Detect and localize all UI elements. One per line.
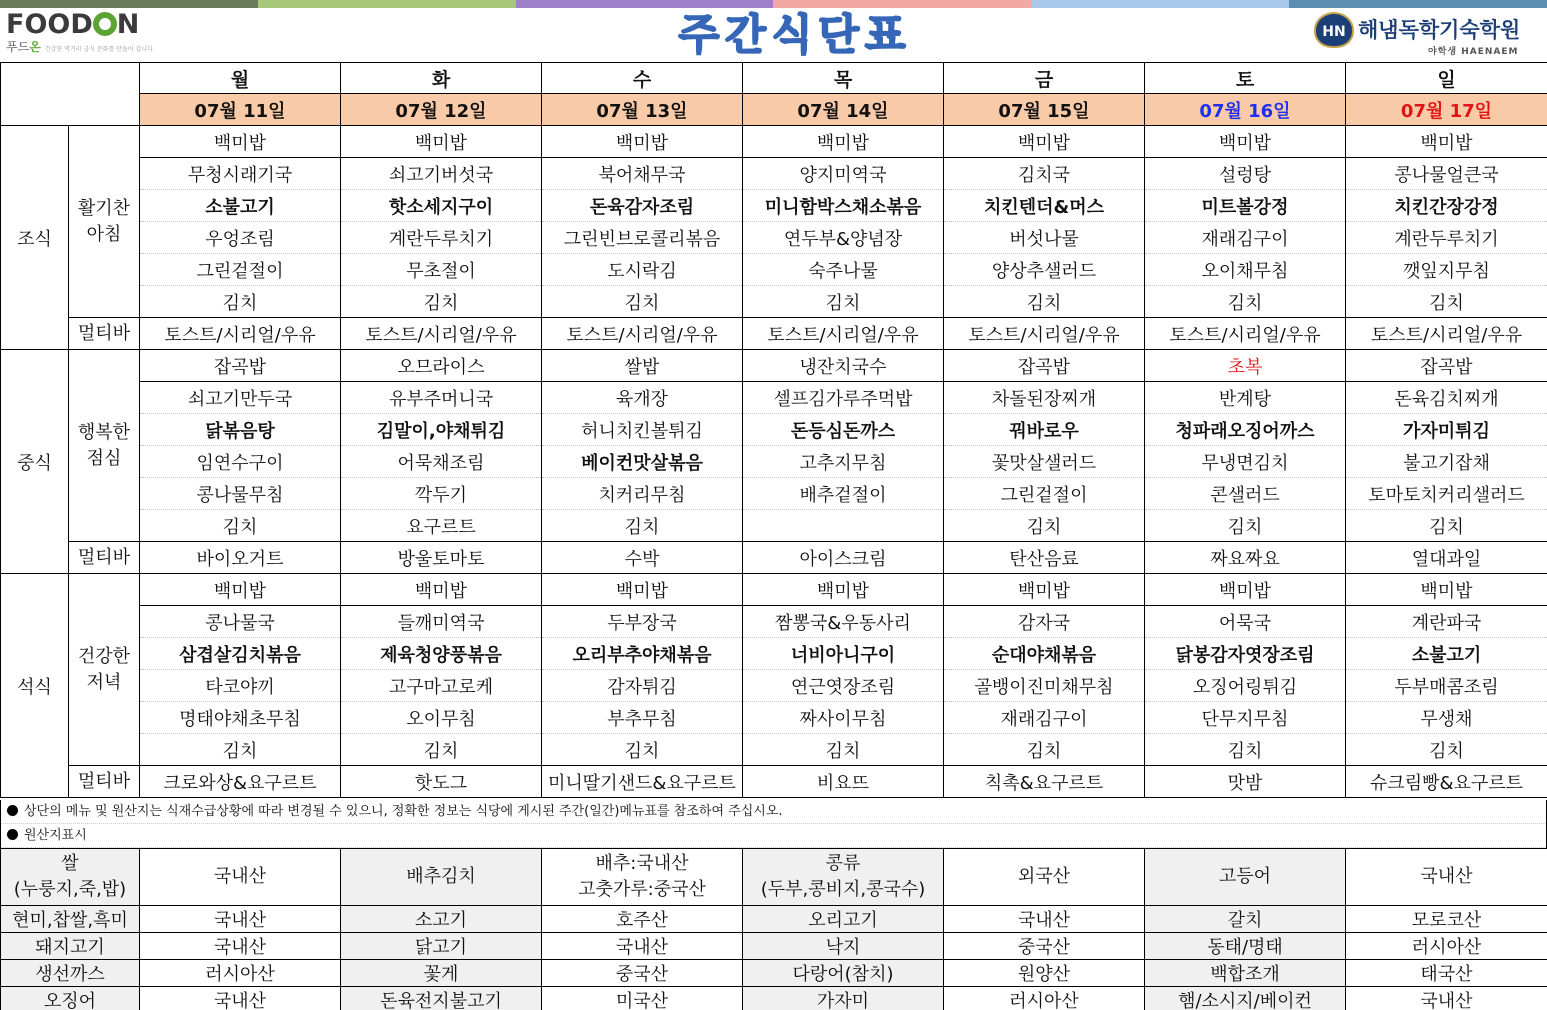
menu-item xyxy=(743,510,944,542)
menu-item: 토마토치커리샐러드 xyxy=(1346,478,1547,510)
origin-item: 다랑어(참치) xyxy=(743,960,944,987)
origin-country: 국내산 xyxy=(140,933,341,960)
menu-item: 무냉면김치 xyxy=(1145,446,1346,478)
origin-country: 국내산 xyxy=(1346,849,1547,906)
menu-item: 그린겉절이 xyxy=(140,254,341,286)
date-header: 07월 14일 xyxy=(743,94,944,126)
menu-item: 냉잔치국수 xyxy=(743,350,944,382)
notes-section xyxy=(0,800,1547,848)
dinner-menu-row xyxy=(1,702,1547,734)
notice-text: 상단의 메뉴 및 원산지는 식재수급상황에 따라 변경될 수 있으니, 정확한 정보는 식당에 게시된 주간(일간)메뉴표를 참조하여 주십시오. xyxy=(24,804,783,819)
origin-item: 돈육전지불고기 xyxy=(341,987,542,1010)
menu-item: 미트볼강정 xyxy=(1145,190,1346,222)
menu-item: 백미밥 xyxy=(743,574,944,606)
lunch-multibar-row xyxy=(1,542,1547,574)
multibar-item: 짜요짜요 xyxy=(1145,542,1346,574)
menu-item: 잡곡밥 xyxy=(140,350,341,382)
dinner-meal-label: 석식 xyxy=(1,574,69,798)
breakfast-menu-row xyxy=(1,254,1547,286)
menu-item: 백미밥 xyxy=(341,126,542,158)
menu-item: 닭볶음탕 xyxy=(140,414,341,446)
breakfast-menu-row xyxy=(1,190,1547,222)
menu-item: 설렁탕 xyxy=(1145,158,1346,190)
date-header: 07월 17일 xyxy=(1346,94,1547,126)
menu-item: 백미밥 xyxy=(1145,574,1346,606)
origin-country: 모로코산 xyxy=(1346,906,1547,933)
weekday-header: 금 xyxy=(944,63,1145,94)
menu-item: 무생채 xyxy=(1346,702,1547,734)
top-bar-segment xyxy=(0,0,258,8)
menu-item: 김치 xyxy=(1145,286,1346,318)
lunch-menu-row xyxy=(1,414,1547,446)
origin-item: 갈치 xyxy=(1145,906,1346,933)
origin-item: 배추김치 xyxy=(341,849,542,906)
menu-item: 미니함박스채소볶음 xyxy=(743,190,944,222)
dinner-multibar-label: 멀티바 xyxy=(69,766,140,798)
origin-country: 국내산 xyxy=(140,906,341,933)
origin-item: 동태/명태 xyxy=(1145,933,1346,960)
menu-item: 무초절이 xyxy=(341,254,542,286)
menu-item: 백미밥 xyxy=(1346,126,1547,158)
lunch-multibar-label: 멀티바 xyxy=(69,542,140,574)
menu-item: 북어채무국 xyxy=(542,158,743,190)
menu-item: 재래김구이 xyxy=(944,702,1145,734)
multibar-item: 수박 xyxy=(542,542,743,574)
menu-item: 콩나물무침 xyxy=(140,478,341,510)
menu-item: 오므라이스 xyxy=(341,350,542,382)
origin-item: 닭고기 xyxy=(341,933,542,960)
menu-item: 감자국 xyxy=(944,606,1145,638)
origin-country: 국내산 xyxy=(140,849,341,906)
menu-item: 돈육감자조림 xyxy=(542,190,743,222)
multibar-item: 아이스크림 xyxy=(743,542,944,574)
top-bar-segment xyxy=(258,0,516,8)
menu-item: 백미밥 xyxy=(140,574,341,606)
academy-badge-icon: HN xyxy=(1314,12,1354,48)
menu-item: 김치 xyxy=(542,286,743,318)
breakfast-menu-row xyxy=(1,126,1547,158)
menu-item: 오이채무침 xyxy=(1145,254,1346,286)
menu-item: 백미밥 xyxy=(542,126,743,158)
menu-item: 두부매콤조림 xyxy=(1346,670,1547,702)
origin-item: 백합조개 xyxy=(1145,960,1346,987)
menu-item: 김치 xyxy=(1346,286,1547,318)
menu-item: 김치 xyxy=(542,734,743,766)
multibar-item: 칙촉&요구르트 xyxy=(944,766,1145,798)
bullet-icon xyxy=(7,805,18,816)
dinner-menu-row xyxy=(1,574,1547,606)
menu-item: 그린빈브로콜리볶음 xyxy=(542,222,743,254)
origin-country: 국내산 xyxy=(542,933,743,960)
weekday-header: 토 xyxy=(1145,63,1346,94)
dinner-theme-label: 건강한 저녁 xyxy=(69,574,140,766)
origin-table xyxy=(0,848,1547,1010)
menu-item: 닭봉감자엿장조림 xyxy=(1145,638,1346,670)
menu-item: 유부주머니국 xyxy=(341,382,542,414)
menu-item: 꿔바로우 xyxy=(944,414,1145,446)
multibar-item: 토스트/시리얼/우유 xyxy=(1346,318,1547,350)
origin-country: 국내산 xyxy=(140,987,341,1010)
origin-country: 러시아산 xyxy=(1346,933,1547,960)
menu-item: 어묵채조림 xyxy=(341,446,542,478)
menu-item: 양지미역국 xyxy=(743,158,944,190)
menu-item: 연근엿장조림 xyxy=(743,670,944,702)
top-bar-segment xyxy=(1289,0,1547,8)
menu-item: 김치 xyxy=(743,286,944,318)
multibar-item: 핫도그 xyxy=(341,766,542,798)
logo-word-left: FOOD xyxy=(6,9,93,40)
menu-item: 제육청양풍볶음 xyxy=(341,638,542,670)
breakfast-menu-row xyxy=(1,222,1547,254)
menu-item: 오리부추야채볶음 xyxy=(542,638,743,670)
menu-item: 삼겹살김치볶음 xyxy=(140,638,341,670)
lunch-theme-label: 행복한 점심 xyxy=(69,350,140,542)
menu-item: 청파래오징어까스 xyxy=(1145,414,1346,446)
menu-item: 명태야채초무침 xyxy=(140,702,341,734)
menu-item: 치킨텐더&머스 xyxy=(944,190,1145,222)
menu-item: 오징어링튀김 xyxy=(1145,670,1346,702)
academy-logo xyxy=(1312,10,1542,60)
menu-item: 양상추샐러드 xyxy=(944,254,1145,286)
origin-row xyxy=(1,987,1547,1010)
origin-item: 생선까스 xyxy=(1,960,140,987)
origin-country: 러시아산 xyxy=(140,960,341,987)
logo-subline xyxy=(6,40,156,57)
menu-item: 반계탕 xyxy=(1145,382,1346,414)
menu-item: 김치 xyxy=(140,286,341,318)
menu-item: 감자튀김 xyxy=(542,670,743,702)
logo-word-right: N xyxy=(116,9,140,40)
dinner-menu-row xyxy=(1,734,1547,766)
notice-line xyxy=(1,800,1546,824)
multibar-item: 토스트/시리얼/우유 xyxy=(140,318,341,350)
logo-wordmark xyxy=(6,10,156,40)
weekly-menu-table xyxy=(0,62,1547,798)
menu-item: 계란두루치기 xyxy=(1346,222,1547,254)
multibar-item: 비요뜨 xyxy=(743,766,944,798)
origin-country: 태국산 xyxy=(1346,960,1547,987)
origin-country: 국내산 xyxy=(944,906,1145,933)
multibar-item: 토스트/시리얼/우유 xyxy=(944,318,1145,350)
origin-heading-text: 원산지표시 xyxy=(24,828,87,843)
menu-item: 잡곡밥 xyxy=(1346,350,1547,382)
breakfast-meal-label: 조식 xyxy=(1,126,69,350)
menu-item: 초복 xyxy=(1145,350,1346,382)
origin-item: 쌀 (누룽지,죽,밥) xyxy=(1,849,140,906)
menu-item: 임연수구이 xyxy=(140,446,341,478)
menu-item: 돈육김치찌개 xyxy=(1346,382,1547,414)
multibar-item: 열대과일 xyxy=(1346,542,1547,574)
logo-sub-green: 온 xyxy=(29,40,41,54)
menu-item: 깍두기 xyxy=(341,478,542,510)
multibar-item: 토스트/시리얼/우유 xyxy=(743,318,944,350)
page-header xyxy=(0,8,1547,62)
menu-item: 쌀밥 xyxy=(542,350,743,382)
date-header: 07월 15일 xyxy=(944,94,1145,126)
origin-country: 미국산 xyxy=(542,987,743,1010)
origin-country: 국내산 xyxy=(1346,987,1547,1010)
menu-item: 짜사이무침 xyxy=(743,702,944,734)
origin-heading xyxy=(1,824,1546,848)
menu-item: 백미밥 xyxy=(743,126,944,158)
menu-item: 차돌된장찌개 xyxy=(944,382,1145,414)
menu-item: 너비아니구이 xyxy=(743,638,944,670)
origin-item: 콩류 (두부,콩비지,콩국수) xyxy=(743,849,944,906)
menu-item: 백미밥 xyxy=(944,126,1145,158)
menu-item: 백미밥 xyxy=(1346,574,1547,606)
menu-item: 깻잎지무침 xyxy=(1346,254,1547,286)
menu-item: 치커리무침 xyxy=(542,478,743,510)
menu-item: 우엉조림 xyxy=(140,222,341,254)
origin-country: 중국산 xyxy=(542,960,743,987)
menu-item: 셀프김가루주먹밥 xyxy=(743,382,944,414)
menu-item: 김치 xyxy=(542,510,743,542)
menu-item: 백미밥 xyxy=(542,574,743,606)
menu-item: 김치 xyxy=(341,286,542,318)
menu-item: 오이무침 xyxy=(341,702,542,734)
menu-item: 잡곡밥 xyxy=(944,350,1145,382)
menu-item: 백미밥 xyxy=(341,574,542,606)
lunch-menu-row xyxy=(1,446,1547,478)
origin-country: 외국산 xyxy=(944,849,1145,906)
menu-item: 김치 xyxy=(341,734,542,766)
menu-item: 계란두루치기 xyxy=(341,222,542,254)
date-row xyxy=(1,94,1547,126)
menu-item: 치킨간장강정 xyxy=(1346,190,1547,222)
multibar-item: 토스트/시리얼/우유 xyxy=(341,318,542,350)
menu-item: 콘샐러드 xyxy=(1145,478,1346,510)
dinner-menu-row xyxy=(1,670,1547,702)
menu-item: 콩나물얼큰국 xyxy=(1346,158,1547,190)
origin-item: 꽃게 xyxy=(341,960,542,987)
page-title: 주간식단표 xyxy=(678,10,912,59)
multibar-item: 바이오거트 xyxy=(140,542,341,574)
origin-row xyxy=(1,960,1547,987)
menu-item: 요구르트 xyxy=(341,510,542,542)
menu-item: 고추지무침 xyxy=(743,446,944,478)
lunch-menu-row xyxy=(1,478,1547,510)
menu-item: 백미밥 xyxy=(140,126,341,158)
breakfast-multibar-label: 멀티바 xyxy=(69,318,140,350)
menu-item: 쇠고기버섯국 xyxy=(341,158,542,190)
origin-country: 원양산 xyxy=(944,960,1145,987)
menu-item: 연두부&양념장 xyxy=(743,222,944,254)
origin-item: 오징어 xyxy=(1,987,140,1010)
menu-item: 고구마고로케 xyxy=(341,670,542,702)
origin-row xyxy=(1,933,1547,960)
multibar-item: 방울토마토 xyxy=(341,542,542,574)
menu-item: 골뱅이진미채무침 xyxy=(944,670,1145,702)
menu-item: 김치 xyxy=(944,286,1145,318)
lunch-meal-label: 중식 xyxy=(1,350,69,574)
multibar-item: 맛밤 xyxy=(1145,766,1346,798)
weekday-row xyxy=(1,63,1547,94)
menu-item: 김치 xyxy=(1145,734,1346,766)
menu-item: 김치 xyxy=(1346,734,1547,766)
top-bar-segment xyxy=(516,0,774,8)
menu-item: 김치 xyxy=(944,510,1145,542)
top-bar-segment xyxy=(1031,0,1289,8)
bullet-icon xyxy=(7,829,18,840)
lunch-menu-row xyxy=(1,350,1547,382)
menu-item: 백미밥 xyxy=(1145,126,1346,158)
weekday-header: 목 xyxy=(743,63,944,94)
menu-item: 그린겉절이 xyxy=(944,478,1145,510)
menu-item: 가자미튀김 xyxy=(1346,414,1547,446)
breakfast-multibar-row xyxy=(1,318,1547,350)
multibar-item: 탄산음료 xyxy=(944,542,1145,574)
multibar-item: 미니딸기샌드&요구르트 xyxy=(542,766,743,798)
origin-item: 가자미 xyxy=(743,987,944,1010)
origin-item: 오리고기 xyxy=(743,906,944,933)
menu-item: 핫소세지구이 xyxy=(341,190,542,222)
menu-item: 김치 xyxy=(1145,510,1346,542)
date-header: 07월 11일 xyxy=(140,94,341,126)
menu-item: 김치 xyxy=(1346,510,1547,542)
menu-item: 돈등심돈까스 xyxy=(743,414,944,446)
multibar-item: 크로와상&요구르트 xyxy=(140,766,341,798)
dinner-multibar-row xyxy=(1,766,1547,798)
menu-item: 불고기잡채 xyxy=(1346,446,1547,478)
lunch-menu-row xyxy=(1,382,1547,414)
origin-item: 돼지고기 xyxy=(1,933,140,960)
origin-item: 현미,찹쌀,흑미 xyxy=(1,906,140,933)
lunch-menu-row xyxy=(1,510,1547,542)
dinner-menu-row xyxy=(1,606,1547,638)
menu-item: 소불고기 xyxy=(1346,638,1547,670)
menu-item: 계란파국 xyxy=(1346,606,1547,638)
menu-item: 재래김구이 xyxy=(1145,222,1346,254)
origin-country: 호주산 xyxy=(542,906,743,933)
foodon-logo xyxy=(6,10,156,58)
menu-item: 두부장국 xyxy=(542,606,743,638)
logo-sub-text: 푸드 xyxy=(6,40,30,54)
menu-item: 소불고기 xyxy=(140,190,341,222)
date-header: 07월 12일 xyxy=(341,94,542,126)
menu-item: 단무지무침 xyxy=(1145,702,1346,734)
menu-item: 들깨미역국 xyxy=(341,606,542,638)
origin-row xyxy=(1,906,1547,933)
academy-name: 해냄독학기숙학원 xyxy=(1358,18,1521,42)
breakfast-theme-label: 활기찬 아침 xyxy=(69,126,140,318)
top-bar-segment xyxy=(773,0,1031,8)
menu-item: 김치 xyxy=(743,734,944,766)
dinner-menu-row xyxy=(1,638,1547,670)
weekday-header: 화 xyxy=(341,63,542,94)
menu-item: 도시락김 xyxy=(542,254,743,286)
menu-item: 육개장 xyxy=(542,382,743,414)
logo-o-icon xyxy=(93,12,117,36)
menu-item: 쇠고기만두국 xyxy=(140,382,341,414)
multibar-item: 슈크림빵&요구르트 xyxy=(1346,766,1547,798)
corner-cell xyxy=(1,63,140,126)
menu-item: 김치 xyxy=(944,734,1145,766)
menu-item: 어묵국 xyxy=(1145,606,1346,638)
menu-item: 무청시래기국 xyxy=(140,158,341,190)
menu-item: 김말이,야채튀김 xyxy=(341,414,542,446)
menu-item: 콩나물국 xyxy=(140,606,341,638)
academy-subtitle: 야학생 HAENAEM xyxy=(1428,47,1519,57)
menu-item: 허니치킨볼튀김 xyxy=(542,414,743,446)
origin-item: 소고기 xyxy=(341,906,542,933)
menu-item: 김치 xyxy=(140,510,341,542)
menu-item: 백미밥 xyxy=(944,574,1145,606)
menu-item: 숙주나물 xyxy=(743,254,944,286)
multibar-item: 토스트/시리얼/우유 xyxy=(542,318,743,350)
origin-country: 중국산 xyxy=(944,933,1145,960)
weekday-header: 일 xyxy=(1346,63,1547,94)
origin-country: 러시아산 xyxy=(944,987,1145,1010)
date-header: 07월 13일 xyxy=(542,94,743,126)
menu-item: 배추겉절이 xyxy=(743,478,944,510)
multibar-item: 토스트/시리얼/우유 xyxy=(1145,318,1346,350)
menu-item: 짬뽕국&우동사리 xyxy=(743,606,944,638)
date-header: 07월 16일 xyxy=(1145,94,1346,126)
breakfast-menu-row xyxy=(1,286,1547,318)
origin-item: 고등어 xyxy=(1145,849,1346,906)
breakfast-menu-row xyxy=(1,158,1547,190)
menu-item: 김치 xyxy=(140,734,341,766)
menu-item: 버섯나물 xyxy=(944,222,1145,254)
menu-item: 순대야채볶음 xyxy=(944,638,1145,670)
menu-item: 타코야끼 xyxy=(140,670,341,702)
origin-country: 배추:국내산 고춧가루:중국산 xyxy=(542,849,743,906)
logo-tagline: 건강한 먹거리 급식 문화를 만들어 갑니다 xyxy=(44,46,153,53)
origin-item: 낙지 xyxy=(743,933,944,960)
weekday-header: 월 xyxy=(140,63,341,94)
weekday-header: 수 xyxy=(542,63,743,94)
menu-item: 베이컨맛살볶음 xyxy=(542,446,743,478)
menu-item: 부추무침 xyxy=(542,702,743,734)
menu-item: 김치국 xyxy=(944,158,1145,190)
origin-item: 햄/소시지/베이컨 xyxy=(1145,987,1346,1010)
origin-header-row xyxy=(1,849,1547,906)
top-color-bar xyxy=(0,0,1547,8)
menu-item: 꽃맛살샐러드 xyxy=(944,446,1145,478)
